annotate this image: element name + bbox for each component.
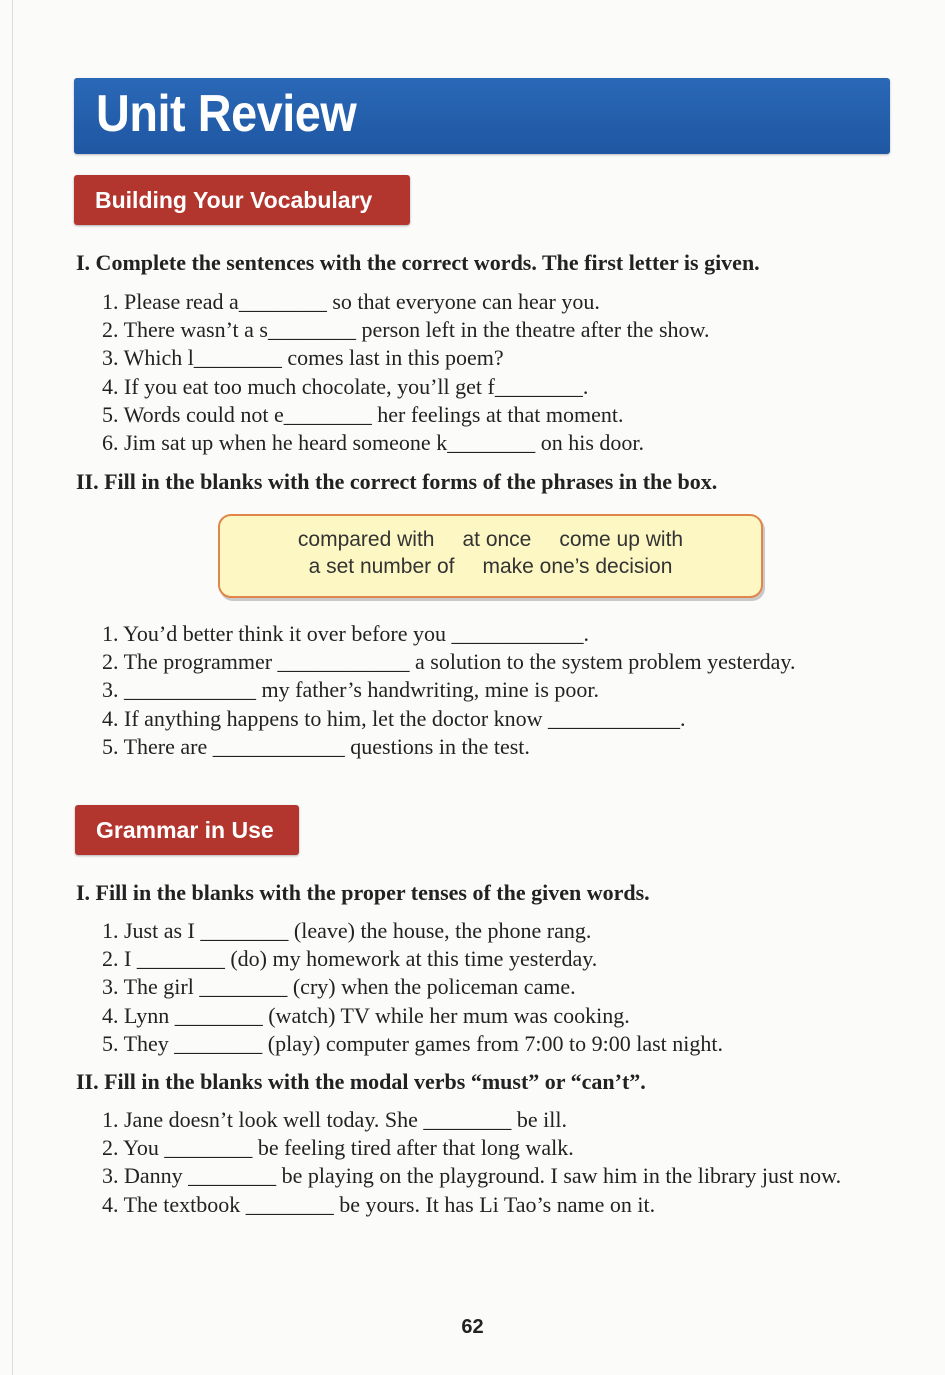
grammar-part2-heading: II. Fill in the blanks with the modal verbs “must” or “can’t”.	[76, 1069, 646, 1094]
phrase: at once	[462, 528, 532, 551]
list-item: 1. Jane doesn’t look well today. She ________ be ill.	[102, 1107, 567, 1132]
list-item: 4. If you eat too much chocolate, you’ll get f________.	[102, 373, 589, 399]
vocabulary-part1-list	[102, 288, 709, 457]
list-item: 6. Jim sat up when he heard someone k________ on his door.	[102, 430, 644, 456]
list-item: 5. There are ____________ questions in the test.	[102, 733, 530, 759]
phrase: a set number of	[308, 555, 455, 578]
page-number: 62	[461, 1316, 484, 1338]
phrase: make one’s decision	[482, 555, 673, 578]
list-item: 5. They ________ (play) computer games from 7:00 to 9:00 last night.	[102, 1030, 723, 1056]
list-item: 3. Which l________ comes last in this poem?	[102, 345, 504, 371]
phrase: come up with	[559, 528, 684, 551]
list-item: 4. If anything happens to him, let the doctor know ____________.	[102, 705, 686, 731]
phrase-row-1	[220, 528, 761, 552]
list-item: 2. The programmer ____________ a solution to the system problem yesterday.	[102, 649, 796, 675]
list-item: 2. There wasn’t a s________ person left in the theatre after the show.	[102, 317, 710, 343]
list-item: 1. Please read a________ so that everyone can hear you.	[102, 289, 600, 314]
vocabulary-part2-list	[102, 620, 795, 761]
grammar-section-tab: Grammar in Use	[75, 805, 299, 855]
page-title: Unit Review	[96, 85, 357, 143]
grammar-part1-heading: I. Fill in the blanks with the proper tenses of the given words.	[76, 880, 650, 905]
vocabulary-section-tab: Building Your Vocabulary	[74, 175, 410, 225]
page-edge	[12, 0, 13, 1375]
title-banner	[74, 78, 890, 154]
list-item: 1. You’d better think it over before you ____________.	[102, 621, 589, 646]
phrase-box	[218, 514, 763, 598]
grammar-part1-list	[102, 917, 723, 1058]
grammar-part2-list	[102, 1106, 841, 1219]
list-item: 3. Danny ________ be playing on the playground. I saw him in the library just now.	[102, 1163, 842, 1189]
list-item: 2. I ________ (do) my homework at this time yesterday.	[102, 946, 598, 972]
list-item: 4. The textbook ________ be yours. It has Li Tao’s name on it.	[102, 1191, 656, 1217]
list-item: 4. Lynn ________ (watch) TV while her mum was cooking.	[102, 1002, 630, 1028]
list-item: 3. ____________ my father’s handwriting, mine is poor.	[102, 677, 599, 703]
list-item: 3. The girl ________ (cry) when the policeman came.	[102, 974, 576, 1000]
phrase-row-2	[220, 555, 761, 579]
vocabulary-part1-heading: I. Complete the sentences with the correct words. The first letter is given.	[76, 250, 760, 275]
list-item: 1. Just as I ________ (leave) the house, the phone rang.	[102, 918, 592, 943]
phrase: compared with	[297, 528, 435, 551]
list-item: 2. You ________ be feeling tired after that long walk.	[102, 1135, 574, 1161]
list-item: 5. Words could not e________ her feelings at that moment.	[102, 401, 624, 427]
vocabulary-part2-heading: II. Fill in the blanks with the correct forms of the phrases in the box.	[76, 469, 718, 494]
